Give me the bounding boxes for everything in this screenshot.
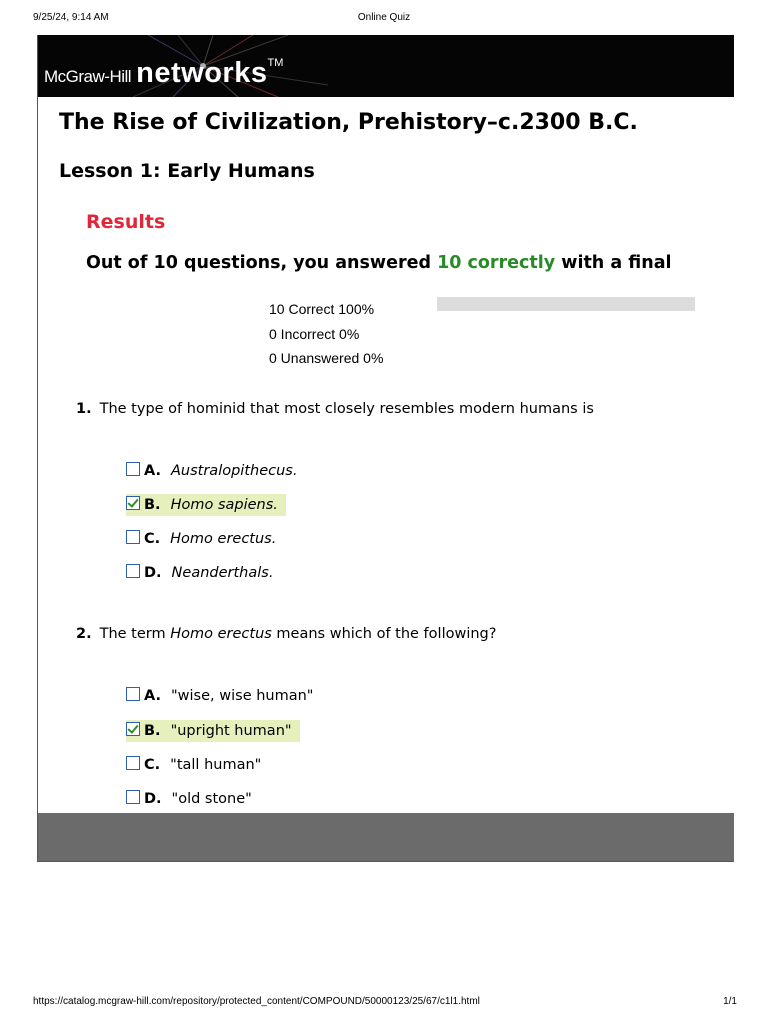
- q1-choice-b[interactable]: B. Homo sapiens.: [126, 494, 286, 516]
- score-stats: [269, 297, 383, 371]
- print-url: https://catalog.mcgraw-hill.com/repository/protected_content/COMPOUND/50000123/25/67/c1l1.html: [33, 996, 480, 1007]
- score-progress-fill: [437, 297, 695, 311]
- q1-choice-c[interactable]: C. Homo erectus.: [126, 528, 284, 550]
- checkbox-icon[interactable]: [126, 462, 140, 476]
- print-header: [0, 12, 768, 26]
- correct-count: 10 correctly: [437, 253, 556, 273]
- score-progress-bar: [437, 297, 695, 311]
- page-title: The Rise of Civilization, Prehistory–c.2300 B.C.: [59, 110, 638, 135]
- question-text: The type of hominid that most closely resembles modern humans is: [99, 401, 594, 417]
- print-datetime: 9/25/24, 9:14 AM: [33, 12, 109, 23]
- stat-correct: 10 Correct 100%: [269, 301, 375, 317]
- brand-banner: [38, 35, 734, 97]
- brand-product: networks: [136, 57, 268, 89]
- question-number: 2.: [76, 626, 92, 642]
- brand-tm: TM: [267, 57, 284, 69]
- q1-choice-a[interactable]: A. Australopithecus.: [126, 460, 305, 482]
- print-page-number: 1/1: [723, 996, 737, 1007]
- checked-checkbox-icon[interactable]: [126, 496, 140, 510]
- q2-choice-d[interactable]: D. "old stone": [126, 788, 260, 810]
- q1-choice-d[interactable]: D. Neanderthals.: [126, 562, 281, 584]
- results-summary: Out of 10 questions, you answered 10 correctly with a final: [86, 253, 672, 273]
- checkbox-icon[interactable]: [126, 756, 140, 770]
- results-heading: Results: [86, 211, 166, 233]
- checked-checkbox-icon[interactable]: [126, 722, 140, 736]
- lesson-title: Lesson 1: Early Humans: [59, 160, 315, 182]
- print-footer: [0, 996, 768, 1010]
- footer-band: [38, 813, 734, 861]
- q2-choice-c[interactable]: C. "tall human": [126, 754, 269, 776]
- checkbox-icon[interactable]: [126, 564, 140, 578]
- checkbox-icon[interactable]: [126, 790, 140, 804]
- brand-logo: [44, 57, 283, 90]
- checkbox-icon[interactable]: [126, 687, 140, 701]
- q2-choice-b[interactable]: B. "upright human": [126, 720, 300, 742]
- checkbox-icon[interactable]: [126, 530, 140, 544]
- brand-publisher: McGraw-Hill: [44, 67, 132, 86]
- stat-incorrect: 0 Incorrect 0%: [269, 325, 360, 342]
- question-number: 1.: [76, 401, 92, 417]
- q2-choice-a[interactable]: A. "wise, wise human": [126, 685, 321, 707]
- question-1: [76, 401, 594, 417]
- quiz-page: [37, 35, 734, 862]
- stat-unanswered: 0 Unanswered 0%: [269, 350, 384, 366]
- question-2: 2. The term Homo erectus means which of the following?: [76, 626, 497, 642]
- print-page-title: Online Quiz: [357, 12, 411, 23]
